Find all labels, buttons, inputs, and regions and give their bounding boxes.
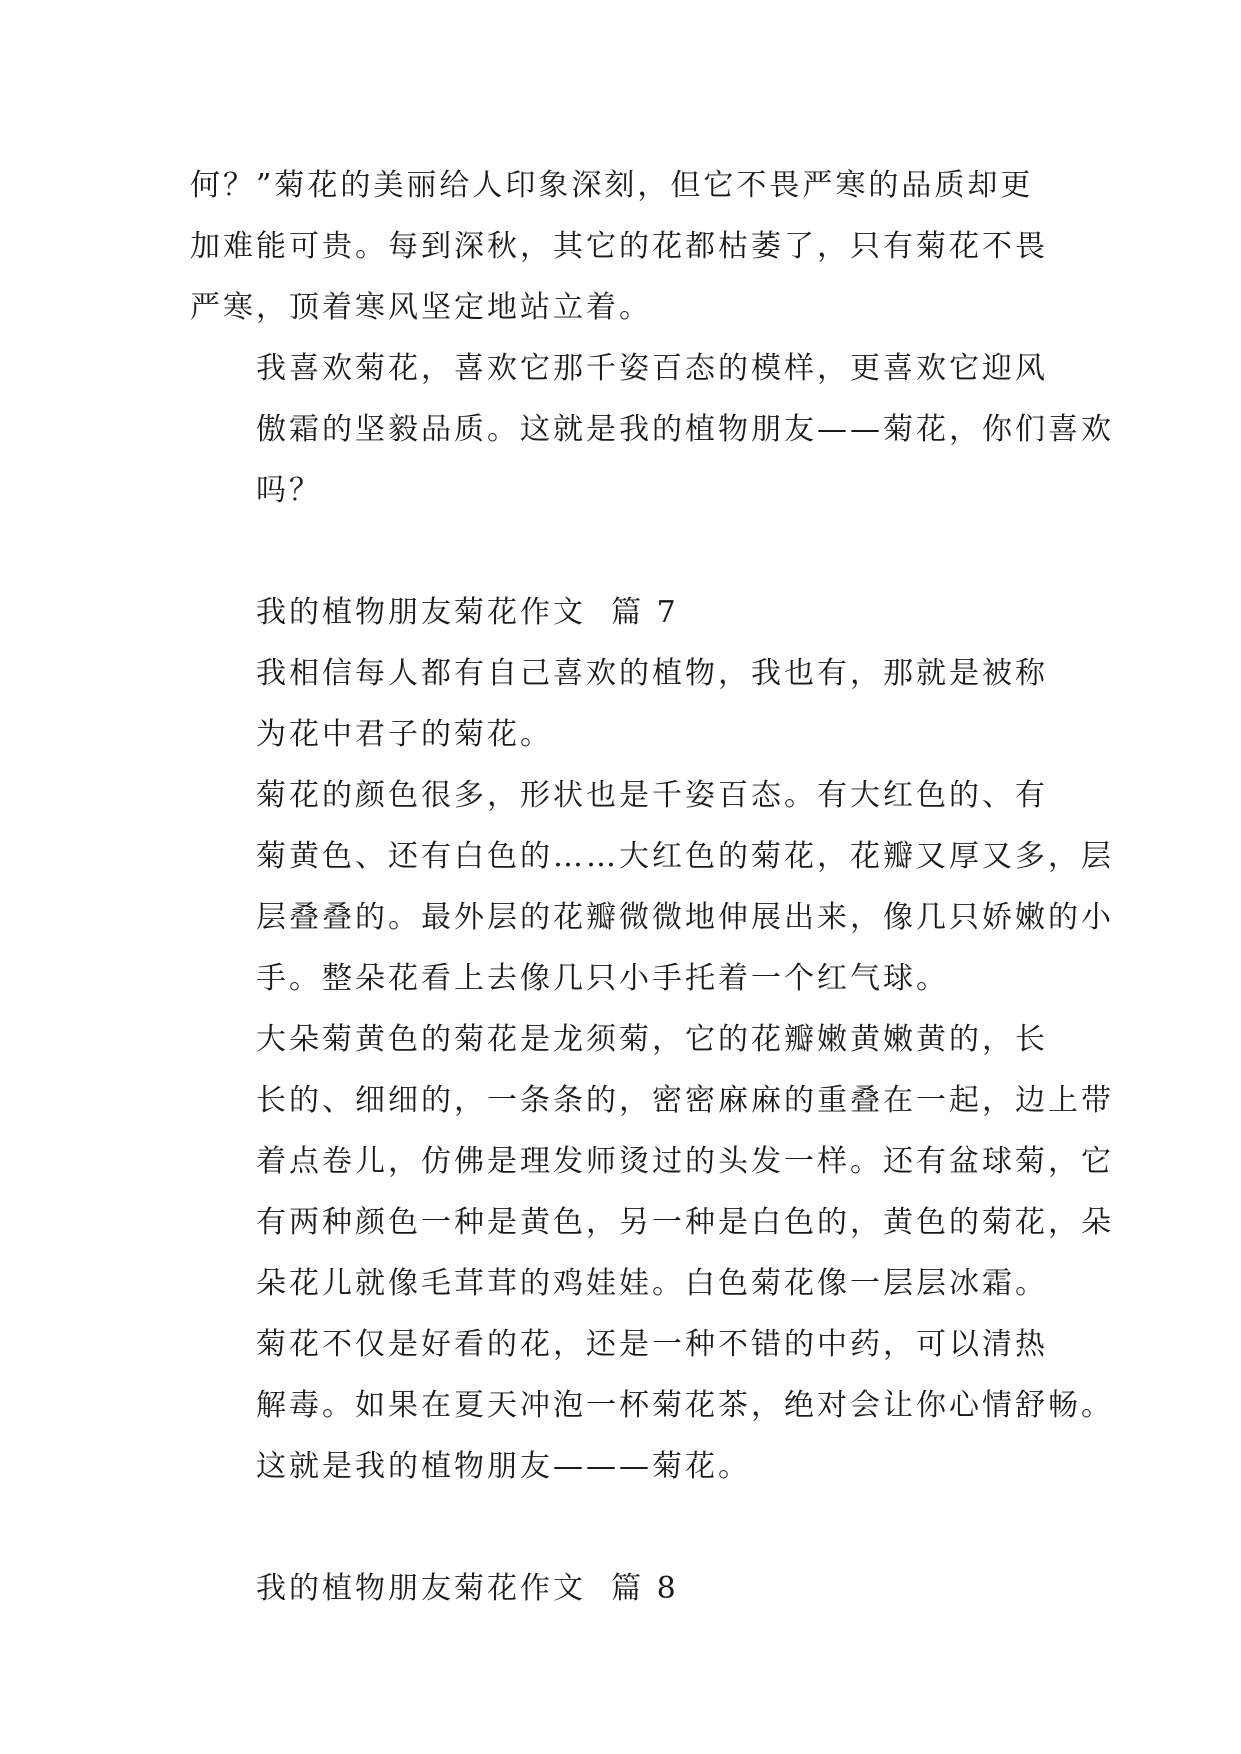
paragraph	[190, 1009, 1114, 1314]
section-heading: 我的植物朋友菊花作文 篇 7	[256, 595, 679, 630]
paragraph-line: 吗？	[256, 473, 322, 508]
paragraph-line: 手。整朵花看上去像几只小手托着一个红气球。	[256, 961, 949, 996]
paragraph-line: 何？”菊花的美丽给人印象深刻，但它不畏严寒的品质却更	[190, 168, 1034, 203]
paragraph-line: 严寒，顶着寒风坚定地站立着。	[190, 290, 652, 325]
paragraph-line: 菊黄色、还有白色的……大红色的菊花，花瓣又厚又多，层	[256, 839, 1114, 874]
document-body	[190, 155, 1114, 1619]
paragraph-line: 我喜欢菊花，喜欢它那千姿百态的模样，更喜欢它迎风	[256, 351, 1048, 386]
paragraph-line: 朵花儿就像毛茸茸的鸡娃娃。白色菊花像一层层冰霜。	[256, 1266, 1048, 1301]
paragraph	[190, 643, 1056, 765]
paragraph-line: 为花中君子的菊花。	[256, 717, 553, 752]
paragraph	[190, 1314, 1114, 1436]
paragraph-line: 菊花的颜色很多，形状也是千姿百态。有大红色的、有	[256, 778, 1048, 813]
paragraph	[190, 765, 1114, 1009]
paragraph-line: 层叠叠的。最外层的花瓣微微地伸展出来，像几只娇嫩的小	[256, 900, 1114, 935]
paragraph-line: 长的、细细的，一条条的，密密麻麻的重叠在一起，边上带	[256, 1083, 1114, 1118]
section-heading: 我的植物朋友菊花作文 篇 8	[256, 1571, 679, 1606]
paragraph-line: 这就是我的植物朋友———菊花。	[256, 1449, 751, 1484]
section-gap	[190, 521, 1056, 582]
paragraph-line: 我相信每人都有自己喜欢的植物，我也有，那就是被称	[256, 656, 1048, 691]
paragraph-line: 菊花不仅是好看的花，还是一种不错的中药，可以清热	[256, 1327, 1048, 1362]
paragraph-line: 着点卷儿，仿佛是理发师烫过的头发一样。还有盆球菊，它	[256, 1144, 1114, 1179]
paragraph-line: 大朵菊黄色的菊花是龙须菊，它的花瓣嫩黄嫩黄的，长	[256, 1022, 1048, 1057]
paragraph-line: 加难能可贵。每到深秋，其它的花都枯萎了，只有菊花不畏	[190, 229, 1048, 264]
paragraph-line: 有两种颜色一种是黄色，另一种是白色的，黄色的菊花，朵	[256, 1205, 1114, 1240]
paragraph	[190, 338, 1114, 521]
paragraph-line: 解毒。如果在夏天冲泡一杯菊花茶，绝对会让你心情舒畅。	[256, 1388, 1114, 1423]
paragraph-line: 傲霜的坚毅品质。这就是我的植物朋友——菊花，你们喜欢	[256, 412, 1114, 447]
section-gap	[190, 1497, 1056, 1558]
paragraph	[190, 1436, 1056, 1497]
paragraph	[190, 155, 1056, 338]
